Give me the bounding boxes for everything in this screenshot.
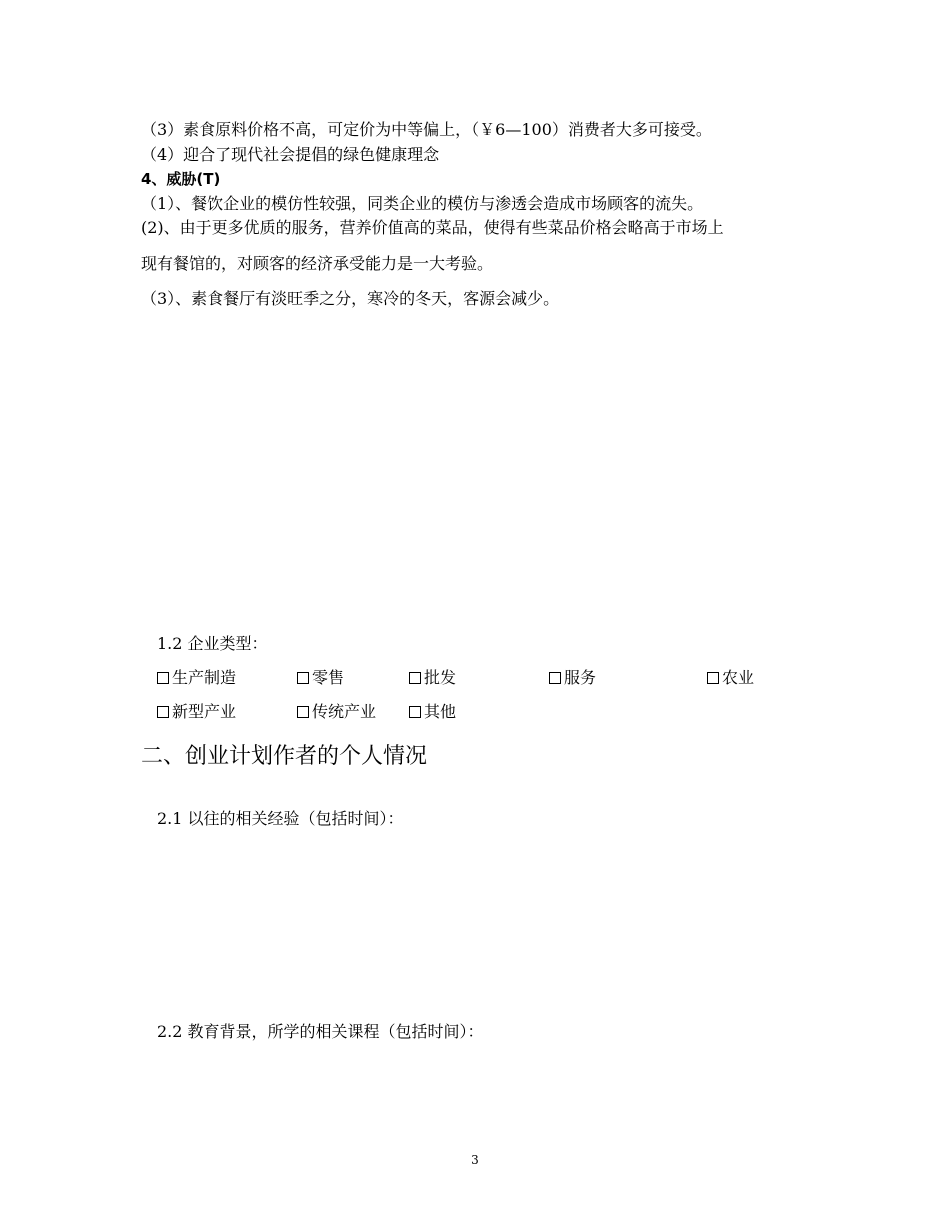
page-number: 3: [471, 1153, 479, 1167]
checkbox-icon: [409, 672, 421, 684]
checkbox-icon: [297, 706, 309, 718]
opportunity-item-3: （3）素食原料价格不高，可定价为中等偏上，（￥6—100）消费者大多可接受。: [141, 120, 712, 139]
checkbox-icon: [297, 672, 309, 684]
checkbox-option[interactable]: 生产制造: [157, 667, 236, 689]
threat-item-2-line-2: 现有餐馆的，对顾客的经济承受能力是一大考验。: [141, 254, 494, 273]
checkbox-icon: [157, 706, 169, 718]
question-2-1: 2.1 以往的相关经验（包括时间）：: [157, 809, 404, 828]
threat-item-2-line-1: (2)、由于更多优质的服务，营养价值高的菜品，使得有些菜品价格会略高于市场上: [141, 218, 724, 237]
section-2-heading: 二、创业计划作者的个人情况: [141, 744, 428, 769]
checkbox-option[interactable]: 传统产业: [297, 701, 376, 723]
checkbox-icon: [549, 672, 561, 684]
checkbox-icon: [409, 706, 421, 718]
enterprise-type-label: 1.2 企业类型：: [157, 634, 268, 653]
checkbox-option[interactable]: 农业: [707, 667, 754, 689]
checkbox-option[interactable]: 新型产业: [157, 701, 236, 723]
opportunity-item-4: （4）迎合了现代社会提倡的绿色健康理念: [141, 145, 440, 164]
checkbox-icon: [157, 672, 169, 684]
checkbox-option[interactable]: 零售: [297, 667, 344, 689]
threats-heading: 4、威胁(T): [141, 170, 221, 188]
checkbox-option[interactable]: 批发: [409, 667, 456, 689]
checkbox-icon: [707, 672, 719, 684]
threat-item-3: （3）、素食餐厅有淡旺季之分，寒冷的冬天，客源会减少。: [141, 289, 560, 308]
checkbox-option[interactable]: 其他: [409, 701, 456, 723]
checkbox-option[interactable]: 服务: [549, 667, 596, 689]
question-2-2: 2.2 教育背景，所学的相关课程（包括时间）：: [157, 1022, 484, 1041]
threat-item-1: （1）、餐饮企业的模仿性较强，同类企业的模仿与渗透会造成市场顾客的流失。: [141, 194, 704, 213]
